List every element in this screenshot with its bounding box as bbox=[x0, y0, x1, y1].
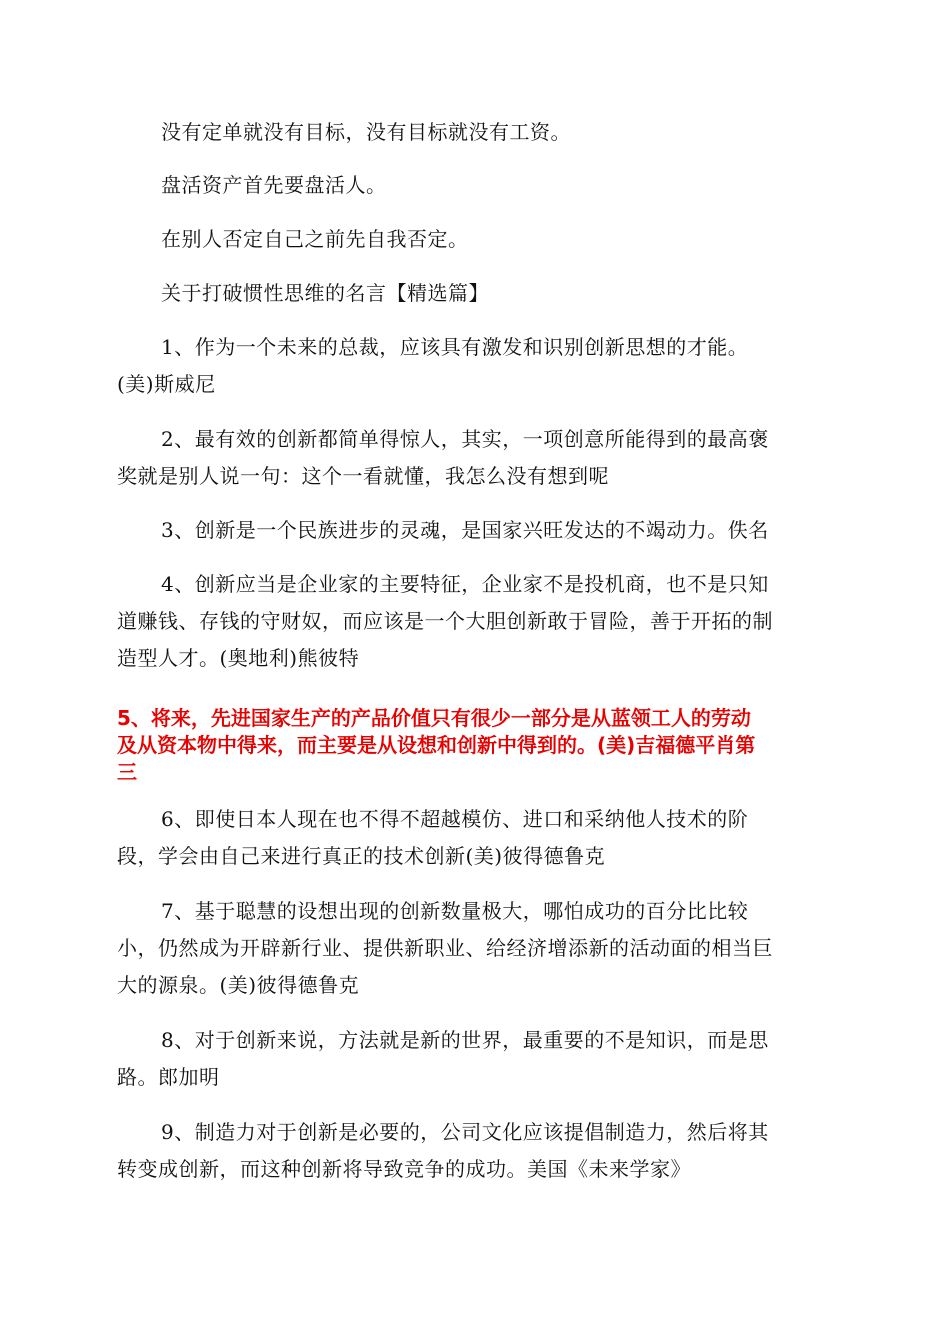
paragraph-line: 2、最有效的创新都简单得惊人，其实，一项创意所能得到的最高褒 bbox=[161, 427, 769, 451]
quote-8 bbox=[117, 1022, 833, 1096]
highlight-line: 5、将来，先进国家生产的产品价值只有很少一部分是从蓝领工人的劳动 bbox=[117, 706, 751, 730]
paragraph-line: 奖就是别人说一句：这个一看就懂，我怎么没有想到呢 bbox=[117, 464, 609, 488]
paragraph-line: 大的源泉。(美)彼得德鲁克 bbox=[117, 973, 360, 997]
paragraph-line: 造型人才。(奥地利)熊彼特 bbox=[117, 646, 360, 670]
paragraph-line: 6、即使日本人现在也不得不超越模仿、进口和采纳他人技术的阶 bbox=[161, 807, 749, 831]
paragraph-line: 盘活资产首先要盘活人。 bbox=[161, 173, 387, 197]
paragraph-line: 路。郎加明 bbox=[117, 1065, 220, 1089]
section-heading bbox=[117, 275, 833, 312]
quote-6 bbox=[117, 801, 833, 875]
highlight-line: 三 bbox=[117, 760, 137, 784]
paragraph-line: 小，仍然成为开辟新行业、提供新职业、给经济增添新的活动面的相当巨 bbox=[117, 936, 773, 960]
paragraph-line: 4、创新应当是企业家的主要特征，企业家不是投机商，也不是只知 bbox=[161, 572, 769, 596]
quote-7 bbox=[117, 893, 833, 1004]
paragraph-line: 7、基于聪慧的设想出现的创新数量极大，哪怕成功的百分比比较 bbox=[161, 899, 749, 923]
paragraph-3 bbox=[117, 221, 833, 258]
quote-9 bbox=[117, 1114, 833, 1188]
paragraph-line: 在别人否定自己之前先自我否定。 bbox=[161, 227, 469, 251]
paragraph-1 bbox=[117, 114, 833, 151]
paragraph-line: 转变成创新，而这种创新将导致竞争的成功。美国《未来学家》 bbox=[117, 1157, 691, 1181]
paragraph-line: 段，学会由自己来进行真正的技术创新(美)彼得德鲁克 bbox=[117, 844, 606, 868]
paragraph-2 bbox=[117, 167, 833, 204]
paragraph-line: 9、制造力对于创新是必要的，公司文化应该提倡制造力，然后将其 bbox=[161, 1120, 769, 1144]
quote-1 bbox=[117, 329, 833, 403]
paragraph-line: 没有定单就没有目标，没有目标就没有工资。 bbox=[161, 120, 571, 144]
paragraph-line: 3、创新是一个民族进步的灵魂，是国家兴旺发达的不竭动力。佚名 bbox=[161, 518, 769, 542]
paragraph-line: 1、作为一个未来的总裁，应该具有激发和识别创新思想的才能。 bbox=[161, 335, 749, 359]
quote-4 bbox=[117, 566, 833, 677]
quote-2 bbox=[117, 421, 833, 495]
paragraph-line: 道赚钱、存钱的守财奴，而应该是一个大胆创新敢于冒险，善于开拓的制 bbox=[117, 609, 773, 633]
heading-line: 关于打破惯性思维的名言【精选篇】 bbox=[161, 281, 489, 305]
highlight-line: 及从资本物中得来，而主要是从设想和创新中得到的。(美)吉福德平肖第 bbox=[117, 733, 756, 757]
quote-3 bbox=[117, 512, 833, 549]
highlighted-quote-5 bbox=[117, 705, 837, 786]
paragraph-line: 8、对于创新来说，方法就是新的世界，最重要的不是知识，而是思 bbox=[161, 1028, 769, 1052]
paragraph-line: (美)斯威尼 bbox=[117, 372, 216, 396]
